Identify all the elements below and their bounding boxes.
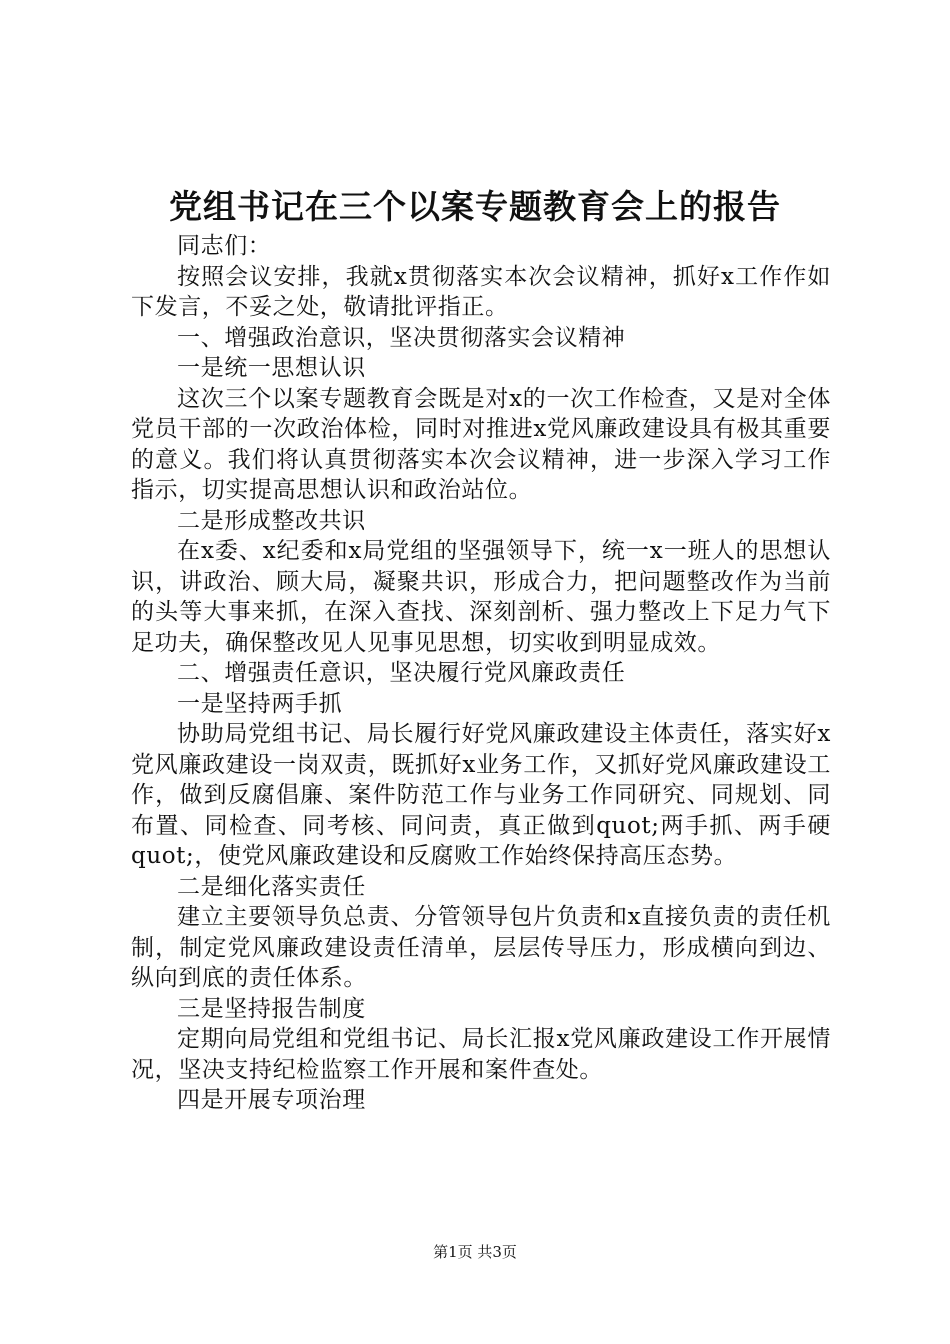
subheading-2-2: 二是细化落实责任 bbox=[177, 873, 366, 900]
paragraph-2-2: 建立主要领导负总责、分管领导包片负责和x直接负责的责任机制，制定党风廉政建设责任清单，层层传导压力，形成横向到边、纵向到底的责任体系。 bbox=[131, 904, 831, 991]
section-heading-1: 一、增强政治意识，坚决贯彻落实会议精神 bbox=[177, 324, 626, 351]
subheading-2-1: 一是坚持两手抓 bbox=[177, 690, 343, 717]
subheading-1-1: 一是统一思想认识 bbox=[177, 355, 366, 381]
document-body bbox=[131, 231, 831, 1116]
paragraph-greeting: 同志们： bbox=[177, 233, 272, 259]
subheading-2-3: 三是坚持报告制度 bbox=[177, 995, 366, 1022]
paragraph-2-3: 定期向局党组和党组书记、局长汇报x党风廉政建设工作开展情况，坚决支持纪检监察工作开展和案件查处。 bbox=[131, 1026, 831, 1083]
paragraph-intro: 按照会议安排，我就x贯彻落实本次会议精神，抓好x工作作如下发言，不妥之处，敬请批评指正。 bbox=[131, 263, 831, 320]
paragraph-2-1: 协助局党组书记、局长履行好党风廉政建设主体责任，落实好x党风廉政建设一岗双责，既抓好x业务工作，又抓好党风廉政建设工作，做到反腐倡廉、案件防范工作与业务工作同研究、同规划、同布置、同检查、同考核、同问责，真正做到quot;两手抓、两手硬quot;，使党风廉政建设和反腐败工作始终保持高压态势。 bbox=[131, 721, 831, 869]
subheading-1-2: 二是形成整改共识 bbox=[177, 507, 366, 534]
paragraph-1-2: 在x委、x纪委和x局党组的坚强领导下，统一x一班人的思想认识，讲政治、顾大局，凝聚共识，形成合力，把问题整改作为当前的头等大事来抓，在深入查找、深刻剖析、强力整改上下足力气下足功夫，确保整改见人见事见思想，切实收到明显成效。 bbox=[131, 538, 831, 656]
subheading-2-4: 四是开展专项治理 bbox=[177, 1087, 366, 1113]
document-title: 党组书记在三个以案专题教育会上的报告 bbox=[169, 187, 781, 226]
page-footer: 第1页 共3页 bbox=[433, 1243, 517, 1261]
paragraph-1-1: 这次三个以案专题教育会既是对x的一次工作检查，又是对全体党员干部的一次政治体检，同时对推进x党风廉政建设具有极其重要的意义。我们将认真贯彻落实本次会议精神，进一步深入学习工作指示，切实提高思想认识和政治站位。 bbox=[131, 385, 831, 503]
section-heading-2: 二、增强责任意识，坚决履行党风廉政责任 bbox=[177, 660, 626, 686]
